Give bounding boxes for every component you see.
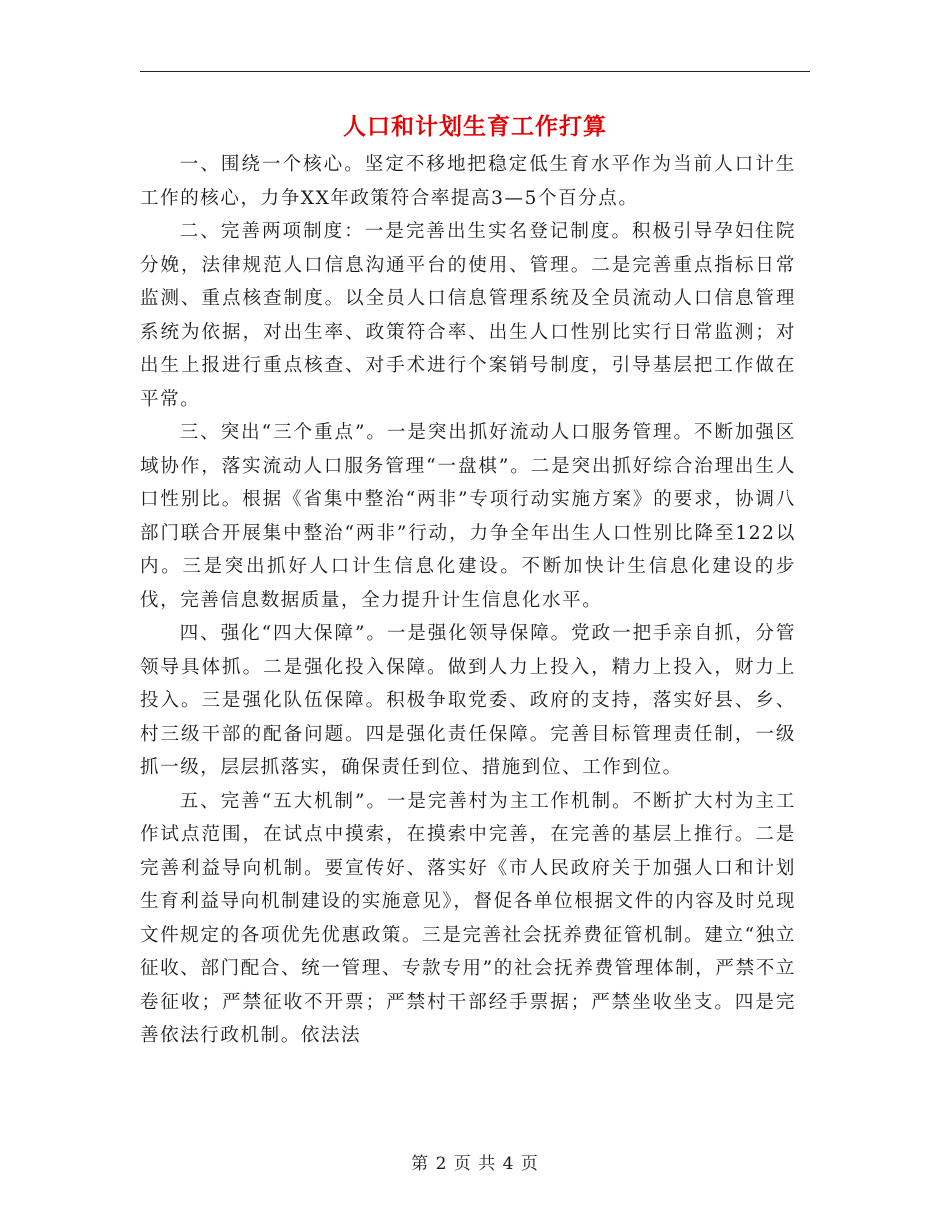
paragraph-3: 三、突出“三个重点”。一是突出抓好流动人口服务管理。不断加强区域协作，落实流动人口服务管理“一盘棋”。二是突出抓好综合治理出生人口性别比。根据《省集中整治“两非”专项行动实施方案》的要求，协调八部门联合开展集中整治“两非”行动，力争全年出生人口性别比降至122以内。三是突出抓好人口计生信息化建设。不断加快计生信息化建设的步伐，完善信息数据质量，全力提升计生信息化水平。: [140, 422, 796, 611]
paragraph-2: 二、完善两项制度：一是完善出生实名登记制度。积极引导孕妇住院分娩，法律规范人口信息沟通平台的使用、管理。二是完善重点指标日常监测、重点核查制度。以全员人口信息管理系统及全员流动人口信息管理系统为依据，对出生率、政策符合率、出生人口性别比实行日常监测；对出生上报进行重点核查、对手术进行个案销号制度，引导基层把工作做在平常。: [140, 221, 796, 410]
paragraph-1: 一、围绕一个核心。坚定不移地把稳定低生育水平作为当前人口计生工作的核心，力争XX年政策符合率提高3—5个百分点。: [140, 154, 796, 209]
header-rule: [140, 71, 810, 72]
document-body: [140, 148, 796, 1053]
page-number-footer: 第 2 页 共 4 页: [411, 1154, 539, 1174]
paragraph-4: 四、强化“四大保障”。一是强化领导保障。党政一把手亲自抓，分管领导具体抓。二是强化投入保障。做到人力上投入，精力上投入，财力上投入。三是强化队伍保障。积极争取党委、政府的支持，落实好县、乡、村三级干部的配备问题。四是强化责任保障。完善目标管理责任制，一级抓一级，层层抓落实，确保责任到位、措施到位、工作到位。: [140, 623, 796, 778]
document-title: 人口和计划生育工作打算: [343, 114, 607, 140]
paragraph-5: 五、完善“五大机制”。一是完善村为主工作机制。不断扩大村为主工作试点范围，在试点中摸索，在摸索中完善，在完善的基层上推行。二是完善利益导向机制。要宣传好、落实好《市人民政府关于加强人口和计划生育利益导向机制建设的实施意见》，督促各单位根据文件的内容及时兑现文件规定的各项优先优惠政策。三是完善社会抚养费征管机制。建立“独立征收、部门配合、统一管理、专款专用”的社会抚养费管理体制，严禁不立卷征收；严禁征收不开票；严禁村干部经手票据；严禁坐收坐支。四是完善依法行政机制。依法法: [140, 790, 796, 1046]
